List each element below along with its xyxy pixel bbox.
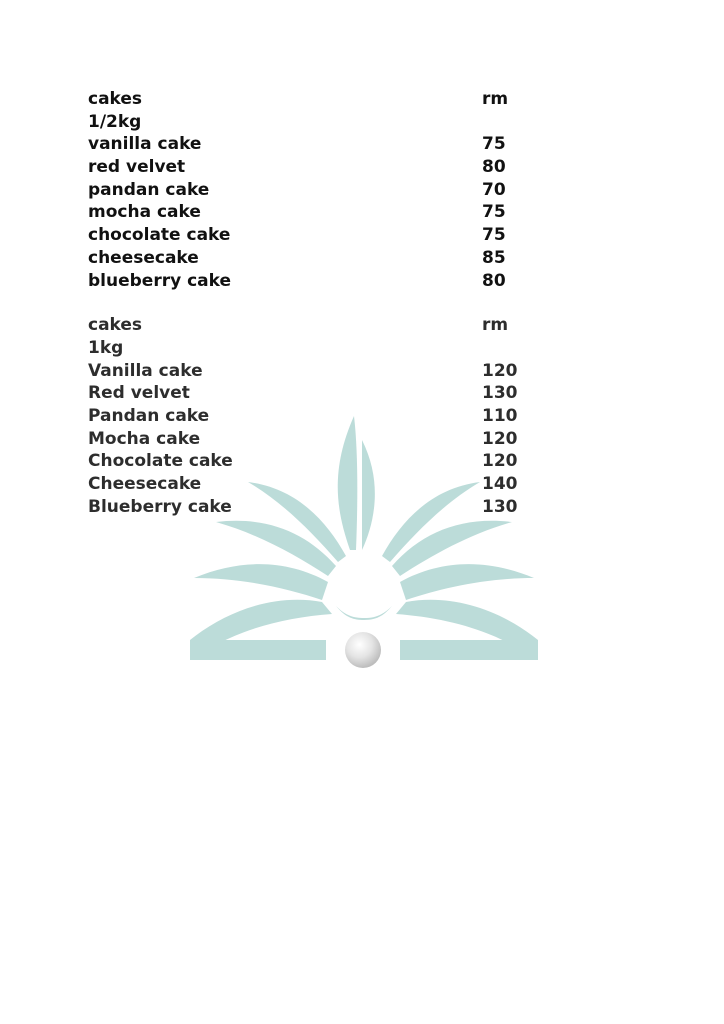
list-item: [88, 428, 548, 451]
item-name: Cheesecake: [88, 474, 202, 494]
cake-price-list: [88, 88, 548, 518]
item-price: 110: [482, 405, 518, 426]
item-price: 70: [482, 179, 506, 200]
item-price: 75: [482, 134, 506, 155]
header-unit: rm: [482, 89, 509, 109]
section-weight: [88, 337, 548, 360]
item-price: 75: [482, 225, 506, 246]
item-name: Mocha cake: [88, 428, 201, 449]
item-name: pandan cake: [88, 179, 210, 200]
weight-label: 1kg: [88, 337, 124, 358]
list-item: [88, 179, 548, 202]
list-item: [88, 496, 548, 519]
item-price: 75: [482, 202, 506, 223]
section-header: [88, 314, 548, 337]
item-price: 130: [482, 383, 518, 404]
item-price: 80: [482, 270, 506, 291]
item-price: 80: [482, 157, 506, 178]
list-item: [88, 360, 548, 383]
item-price: 120: [482, 428, 518, 449]
list-item: [88, 473, 548, 496]
list-item: [88, 247, 548, 270]
item-price: 120: [482, 451, 518, 472]
list-item: [88, 405, 548, 428]
header-label: cakes: [88, 315, 143, 336]
item-price: 120: [482, 360, 518, 381]
half-kg-section: [88, 88, 548, 292]
item-price: 140: [482, 474, 518, 494]
item-name: mocha cake: [88, 202, 201, 223]
item-name: Vanilla cake: [88, 360, 203, 381]
section-header: [88, 88, 548, 111]
item-price: 130: [482, 496, 518, 517]
item-name: red velvet: [88, 157, 186, 178]
item-price: 85: [482, 247, 506, 268]
item-name: Red velvet: [88, 383, 190, 404]
item-name: cheesecake: [88, 247, 199, 268]
item-name: vanilla cake: [88, 134, 202, 155]
item-name: Blueberry cake: [88, 496, 232, 517]
weight-label: 1/2kg: [88, 111, 142, 132]
item-name: Chocolate cake: [88, 451, 233, 472]
header-label: cakes: [88, 89, 143, 109]
item-name: chocolate cake: [88, 225, 231, 246]
item-name: Pandan cake: [88, 405, 210, 426]
list-item: [88, 156, 548, 179]
item-name: blueberry cake: [88, 270, 232, 291]
list-item: [88, 224, 548, 247]
list-item: [88, 382, 548, 405]
section-weight: [88, 111, 548, 134]
list-item: [88, 270, 548, 293]
list-item: [88, 133, 548, 156]
list-item: [88, 201, 548, 224]
header-unit: rm: [482, 315, 509, 336]
one-kg-section: [88, 314, 548, 518]
list-item: [88, 450, 548, 473]
